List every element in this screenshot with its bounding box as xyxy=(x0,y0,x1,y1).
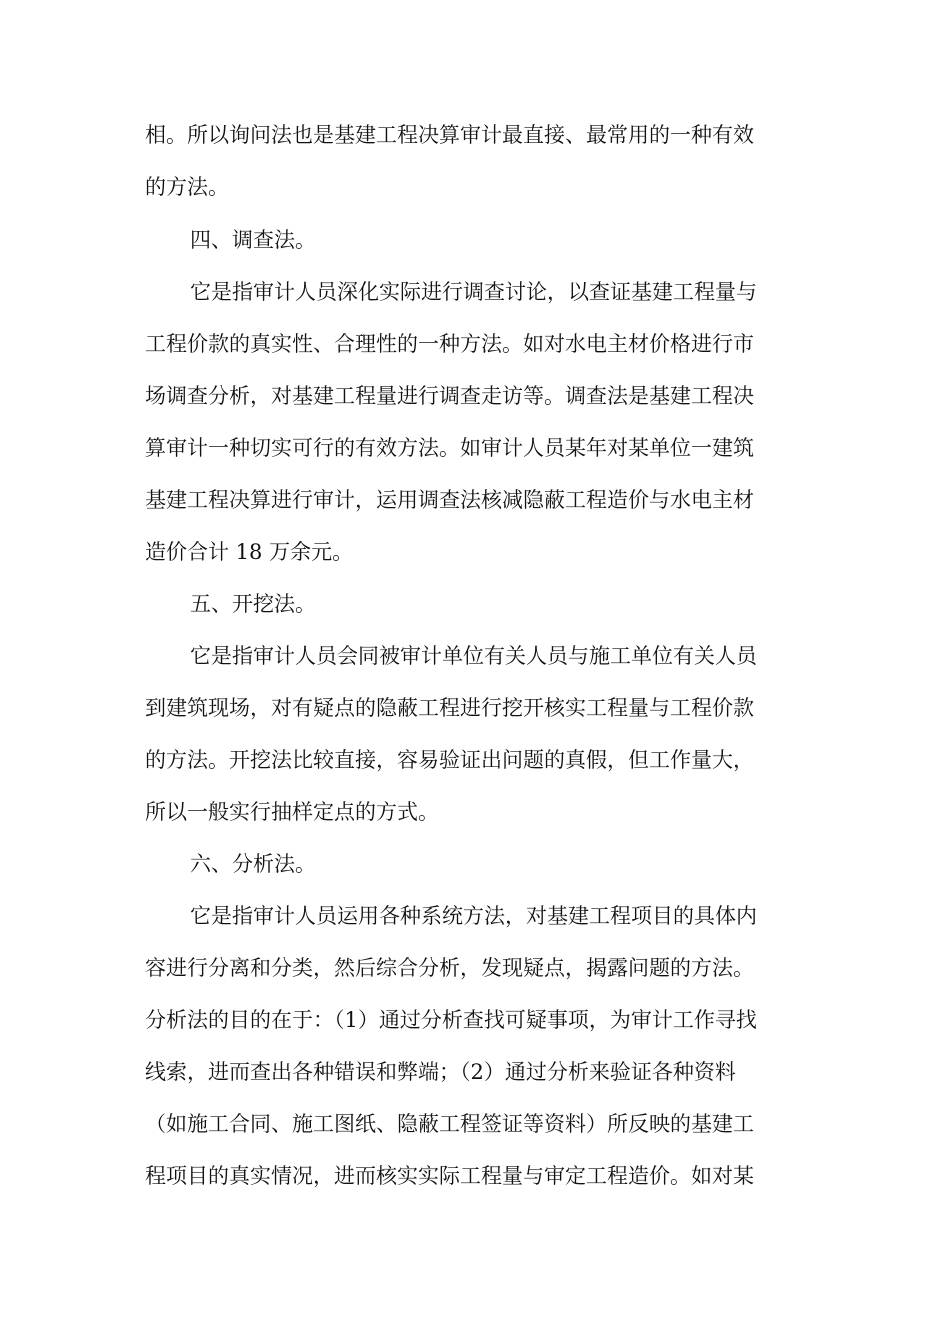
paragraph-line: 造价合计 18 万余元。 xyxy=(145,540,354,564)
paragraph-line: 到建筑现场，对有疑点的隐蔽工程进行挖开核实工程量与工程价款 xyxy=(145,696,754,720)
paragraph-line: 基建工程决算进行审计，运用调查法核减隐蔽工程造价与水电主材 xyxy=(145,488,754,512)
section-heading: 四、调查法。 xyxy=(190,228,316,252)
paragraph-line: 容进行分离和分类，然后综合分析，发现疑点，揭露问题的方法。 xyxy=(145,956,754,980)
paragraph-line: 场调查分析，对基建工程量进行调查走访等。调查法是基建工程决 xyxy=(145,384,754,408)
paragraph-line: 工程价款的真实性、合理性的一种方法。如对水电主材价格进行市 xyxy=(145,332,754,356)
section-heading: 六、分析法。 xyxy=(190,852,316,876)
paragraph-line: 它是指审计人员会同被审计单位有关人员与施工单位有关人员 xyxy=(190,644,757,668)
paragraph-line: 它是指审计人员运用各种系统方法，对基建工程项目的具体内 xyxy=(190,904,757,928)
section-heading: 五、开挖法。 xyxy=(190,592,316,616)
paragraph-line: 分析法的目的在于：（1）通过分析查找可疑事项，为审计工作寻找 xyxy=(145,1008,757,1032)
paragraph-line: 相。所以询问法也是基建工程决算审计最直接、最常用的一种有效 xyxy=(145,123,754,147)
paragraph-line: （如施工合同、施工图纸、隐蔽工程签证等资料）所反映的基建工 xyxy=(145,1112,754,1136)
paragraph-line: 程项目的真实情况，进而核实实际工程量与审定工程造价。如对某 xyxy=(145,1164,754,1188)
paragraph-line: 算审计一种切实可行的有效方法。如审计人员某年对某单位一建筑 xyxy=(145,436,754,460)
paragraph-line: 线索，进而查出各种错误和弊端；（2）通过分析来验证各种资料 xyxy=(145,1060,736,1084)
paragraph-line: 的方法。 xyxy=(145,175,229,199)
paragraph-line: 的方法。开挖法比较直接，容易验证出问题的真假，但工作量大， xyxy=(145,748,754,772)
paragraph-line: 所以一般实行抽样定点的方式。 xyxy=(145,800,439,824)
paragraph-line: 它是指审计人员深化实际进行调查讨论，以查证基建工程量与 xyxy=(190,280,757,304)
